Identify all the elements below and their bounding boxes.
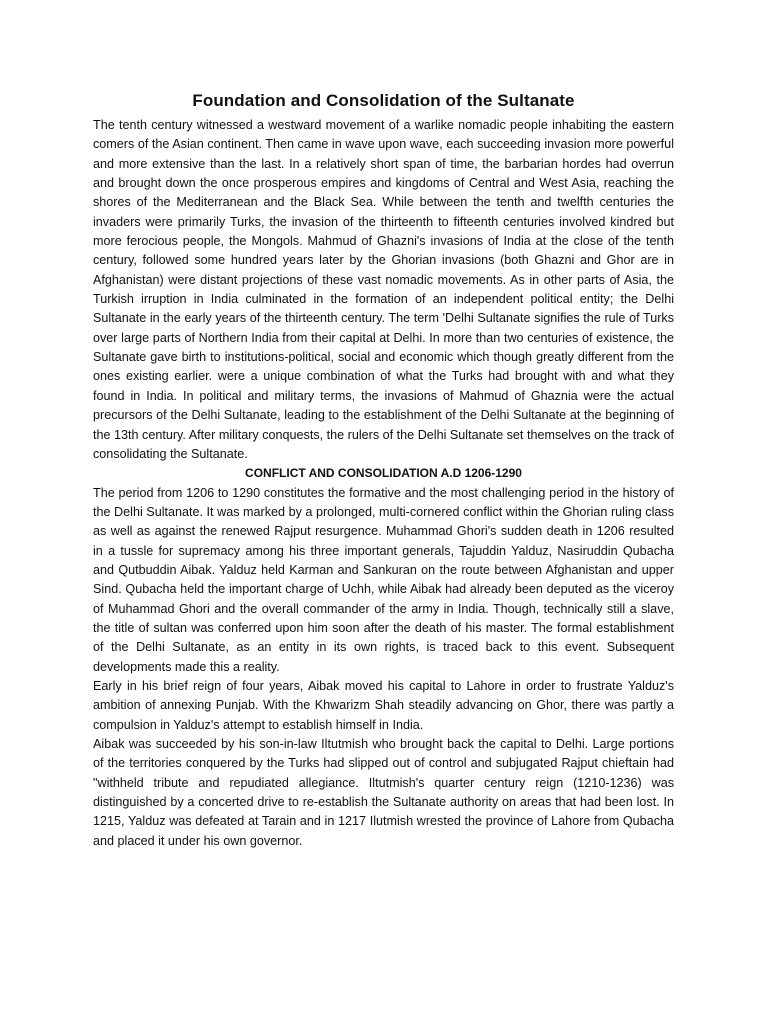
intro-paragraph: The tenth century witnessed a westward movement of a warlike nomadic people inhabiting the eastern comers of the Asian continent. Then came in wave upon wave, each succeeding invasion more powerful and more extensive than the last. In a relatively short span of time, the barbarian hordes had overrun and brought down the once prosperous empires and kingdoms of Central and West Asia, reaching the shores of the Mediterranean and the Black Sea. While between the tenth and twelfth centuries the invaders were primarily Turks, the invasion of the thirteenth to fifteenth centuries involved kindred but more ferocious people, the Mongols. Mahmud of Ghazni's invasions of India at the close of the tenth century, followed some hundred years later by the Ghorian invasions (both Ghazni and Ghor are in Afghanistan) were distant projections of these vast nomadic movements. As in other parts of Asia, the Turkish irruption in India culminated in the formation of an independent political entity; the Delhi Sultanate in the early years of the thirteenth century. The term 'Delhi Sultanate signifies the rule of Turks over large parts of Northern India from their capital at Delhi. In more than two centuries of existence, the Sultanate gave birth to institutions-political, social and economic which though greatly different from the ones existing earlier. were a unique combination of what the Turks had brought with and what they found in India. In political and military terms, the invasions of Mahmud of Ghaznia were the actual precursors of the Delhi Sultanate, leading to the establishment of the Delhi Sultanate at the beginning of the 13th century. After military conquests, the rulers of the Delhi Sultanate set themselves on the track of consolidating the Sultanate. bbox=[93, 118, 674, 461]
document-page bbox=[93, 88, 674, 851]
paragraph-formative-period: The period from 1206 to 1290 constitutes the formative and the most challenging period in the history of the Delhi Sultanate. It was marked by a prolonged, multi-cornered conflict within the Ghorian ruling class as well as against the renewed Rajput resurgence. Muhammad Ghori's sudden death in 1206 resulted in a tussle for supremacy among his three important generals, Tajuddin Yalduz, Nasiruddin Qubacha and Qutbuddin Aibak. Yalduz held Karman and Sankuran on the route between Afghanistan and upper Sind. Qubacha held the important charge of Uchh, while Aibak had already been deputed as the viceroy of Muhammad Ghori and the overall commander of the army in India. Though, technically still a slave, the title of sultan was conferred upon him soon after the death of his master. The formal establishment of the Delhi Sultanate, as an entity in its own rights, is traced back to this event. Subsequent developments made this a reality. bbox=[93, 485, 674, 674]
paragraph-iltutmish-reign: Aibak was succeeded by his son-in-law Iltutmish who brought back the capital to Delhi. Large portions of the territories conquered by the Turks had slipped out of control and subjugated Rajput chieftain had "withheld tribute and repudiated allegiance. Iltutmish's quarter century reign (1210-1236) was distinguished by a concerted drive to re-establish the Sultanate authority on areas that had been lost. In 1215, Yalduz was defeated at Tarain and in 1217 Ilutmish wrested the province of Lahore from Qubacha and placed it under his own governor. bbox=[93, 737, 674, 848]
paragraph-aibak-reign: Early in his brief reign of four years, Aibak moved his capital to Lahore in order to frustrate Yalduz's ambition of annexing Punjab. With the Khwarizm Shah steadily advancing on Ghor, there was partly a compulsion in Yalduz's attempt to establish himself in India. bbox=[93, 678, 674, 732]
document-title: Foundation and Consolidation of the Sultanate bbox=[192, 91, 575, 110]
section-heading: CONFLICT AND CONSOLIDATION A.D 1206-1290 bbox=[245, 466, 522, 481]
